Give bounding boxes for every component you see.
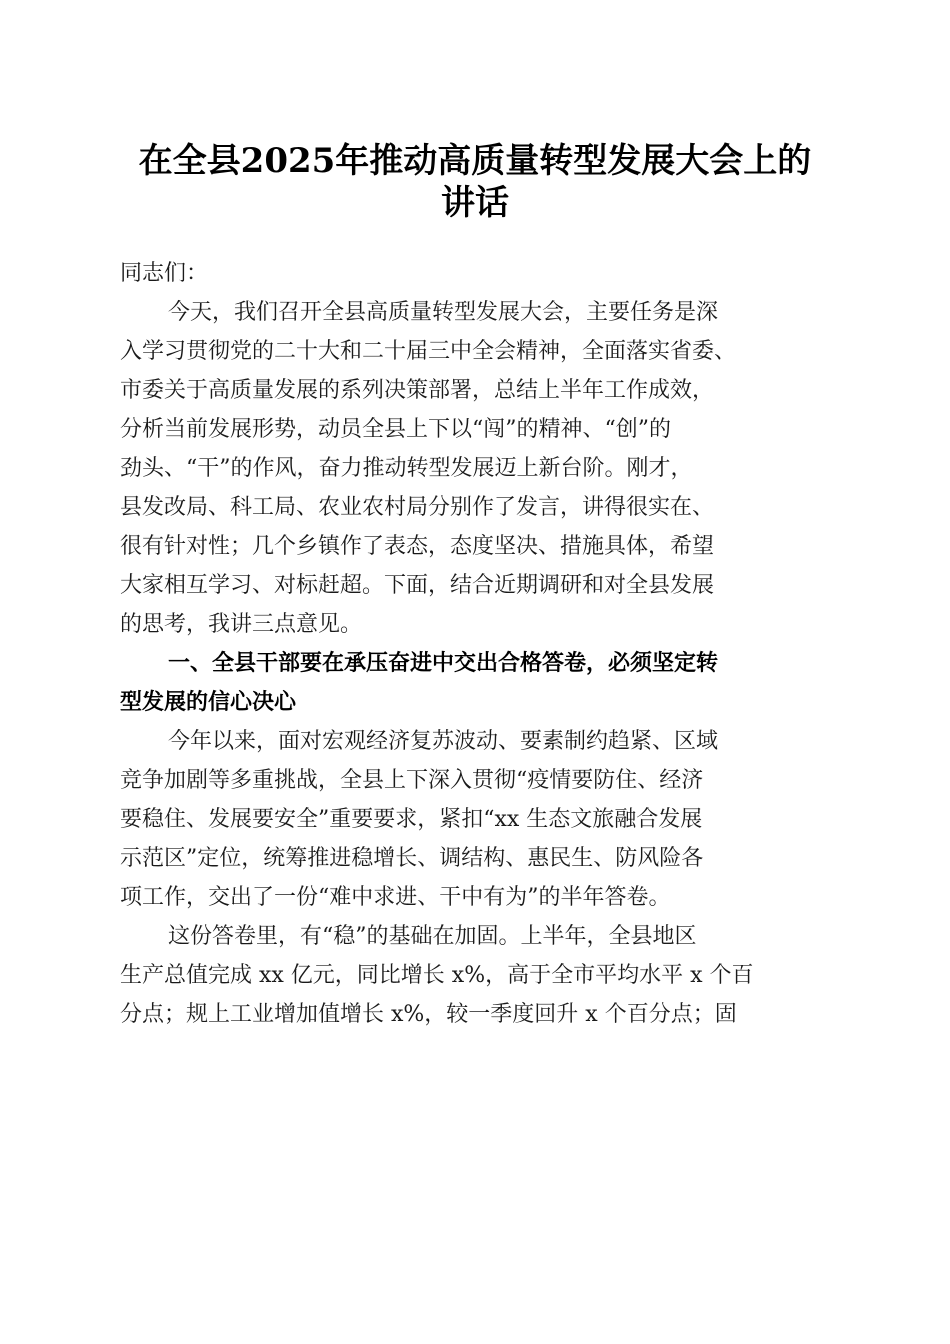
paragraph-opening — [120, 293, 840, 644]
paragraph-line: 很有针对性；几个乡镇作了表态，态度坚决、措施具体，希望 — [120, 534, 715, 559]
paragraph-stability — [120, 917, 840, 1034]
section-heading-1 — [120, 644, 840, 722]
title-line-2: 讲话 — [441, 183, 509, 223]
paragraph-line: 大家相互学习、对标赶超。下面，结合近期调研和对全县发展 — [120, 573, 715, 598]
heading-line: 型发展的信心决心 — [120, 690, 297, 715]
paragraph-line: 生产总值完成 xx 亿元，同比增长 x%，高于全市平均水平 x 个百 — [120, 963, 754, 988]
title-line-1: 在全县2025年推动高质量转型发展大会上的 — [138, 141, 812, 181]
greeting: 同志们： — [120, 261, 209, 286]
document-body — [120, 254, 840, 1034]
paragraph-line: 这份答卷里，有“稳”的基础在加固。上半年，全县地区 — [168, 924, 697, 949]
paragraph-line: 竞争加剧等多重挑战，全县上下深入贯彻“疫情要防住、经济 — [120, 768, 704, 793]
paragraph-line: 要稳住、发展要安全”重要要求，紧扣“xx 生态文旅融合发展 — [120, 807, 703, 832]
heading-line: 一、全县干部要在承压奋进中交出合格答卷，必须坚定转 — [168, 651, 719, 676]
paragraph-overview — [120, 722, 840, 917]
paragraph-line: 示范区”定位，统筹推进稳增长、调结构、惠民生、防风险各 — [120, 846, 704, 871]
paragraph-line: 分点；规上工业增加值增长 x%，较一季度回升 x 个百分点；固 — [120, 1002, 737, 1027]
document-title — [120, 140, 830, 224]
paragraph-line: 今天，我们召开全县高质量转型发展大会，主要任务是深 — [168, 300, 719, 325]
paragraph-line: 的思考，我讲三点意见。 — [120, 612, 363, 637]
paragraph-line: 入学习贯彻党的二十大和二十届三中全会精神，全面落实省委、 — [120, 339, 737, 364]
paragraph-line: 今年以来，面对宏观经济复苏波动、要素制约趋紧、区域 — [168, 729, 719, 754]
paragraph-line: 分析当前发展形势，动员全县上下以“闯”的精神、“创”的 — [120, 417, 671, 442]
paragraph-line: 县发改局、科工局、农业农村局分别作了发言，讲得很实在、 — [120, 495, 715, 520]
paragraph-line: 项工作，交出了一份“难中求进、干中有为”的半年答卷。 — [120, 885, 671, 910]
paragraph-line: 市委关于高质量发展的系列决策部署，总结上半年工作成效， — [120, 378, 715, 403]
paragraph-line: 劲头、“干”的作风，奋力推动转型发展迈上新台阶。刚才， — [120, 456, 693, 481]
